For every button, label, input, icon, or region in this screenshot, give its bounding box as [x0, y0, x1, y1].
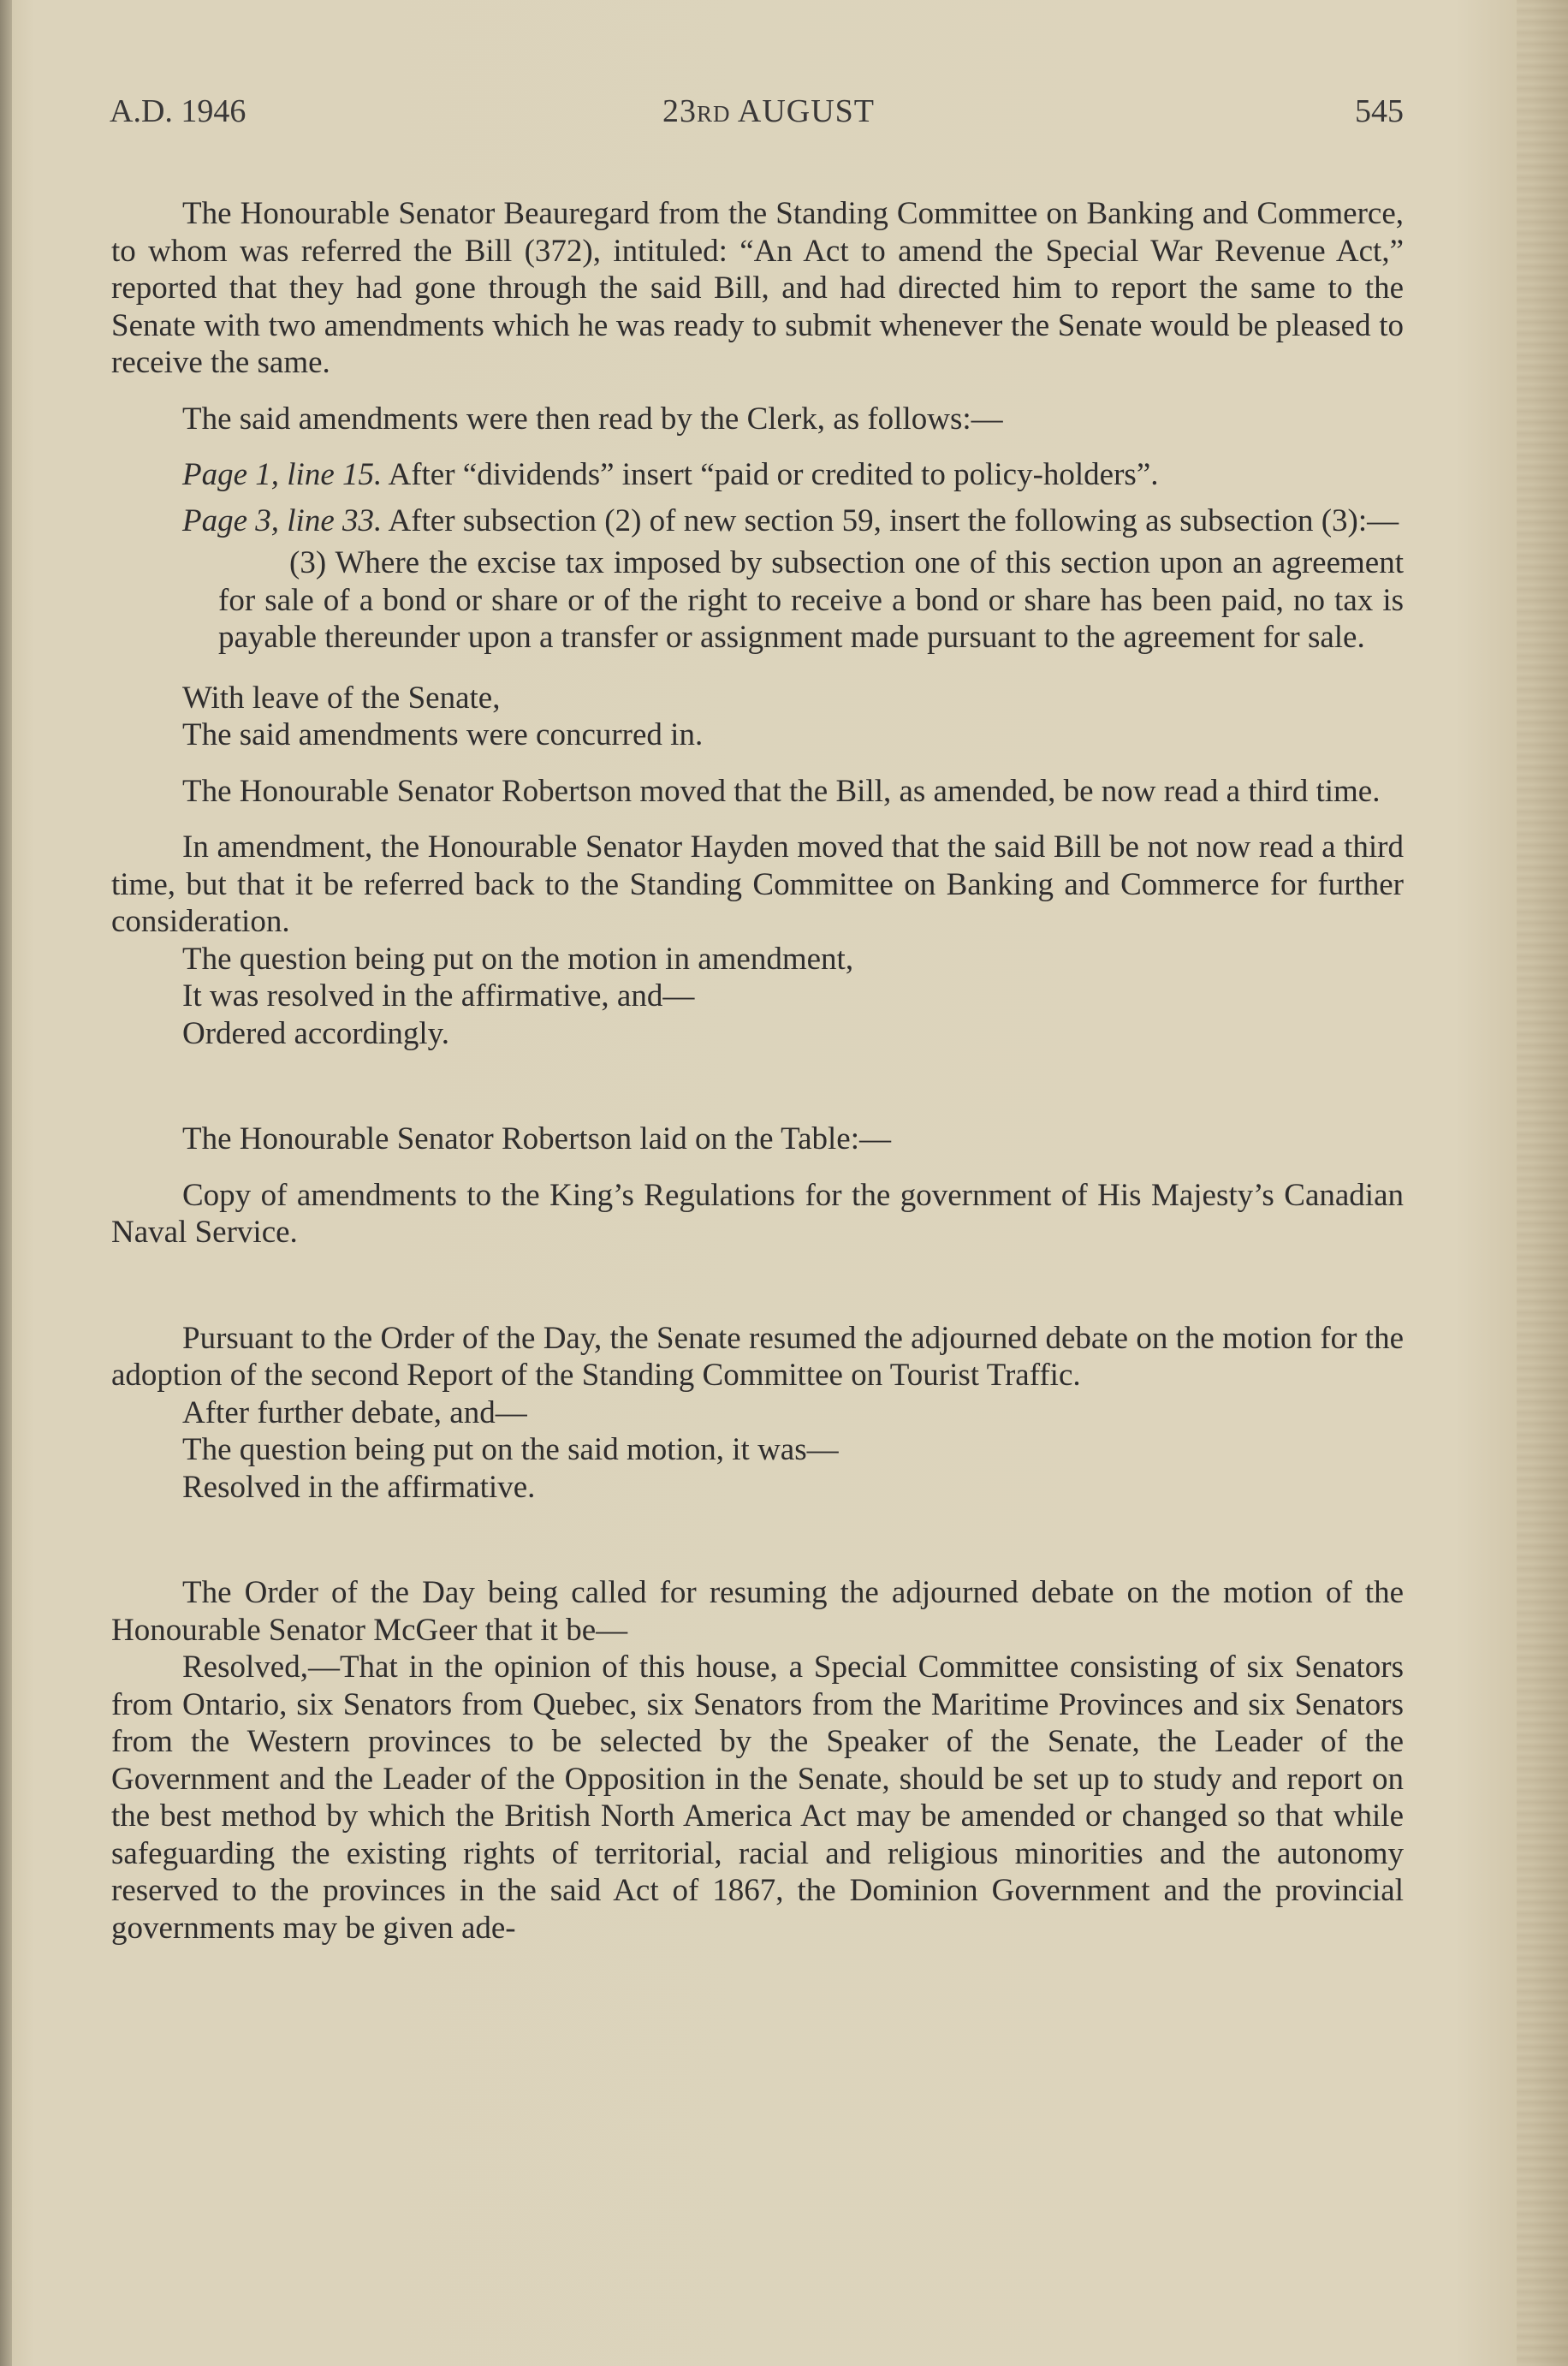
paragraph-beauregard-report: The Honourable Senator Beauregard from the Standing Committee on Banking and Commerce, to whom was referred the Bill (372), intituled: “An Act to amend the Special War Revenue Act,” reported that they had gone through the said Bill, and had directed him to report the same to the Senate with two amendments which he was ready to submit whenever the Senate would be pleased to receive the same.	[111, 196, 1404, 380]
amendment-two-text: After subsection (2) of new section 59, insert the following as subsection (3):—	[382, 502, 1399, 538]
page-right-edge	[1517, 0, 1568, 2366]
paragraph-tourist-traffic-debate: Pursuant to the Order of the Day, the Senate resumed the adjourned debate on the motion for the adoption of the second Report of the Standing Committee on Tourist Traffic.	[111, 1320, 1404, 1393]
header-day-suffix: RD	[696, 101, 731, 127]
paragraph-amendment-one	[111, 456, 1404, 494]
paragraph-question-put: The question being put on the motion in amendment,	[182, 941, 854, 977]
paragraph-question-on-motion: The question being put on the said motion, it was—	[182, 1432, 839, 1467]
paragraph-hayden-amendment: In amendment, the Honourable Senator Hayden moved that the said Bill be not now read a third time, but that it be referred back to the Standing Committee on Banking and Commerce for further consideration.	[111, 829, 1404, 939]
paragraph-robertson-motion: The Honourable Senator Robertson moved that the Bill, as amended, be now read a third time.	[182, 773, 1381, 809]
paragraph-amendments-concurred: The said amendments were concurred in.	[182, 717, 704, 752]
paragraph-amendment-two	[111, 502, 1404, 540]
paragraph-ordered-accordingly: Ordered accordingly.	[182, 1015, 449, 1051]
paragraph-special-committee-resolution: Resolved,—That in the opinion of this house, a Special Committee consisting of six Senators from Ontario, six Senators from Quebec, six Senators from the Maritime Provinces and six Senators from the Western provinces to be selected by the Speaker of the Senate, the Leader of the Government and the Leader of the Opposition in the Senate, should be set up to study and report on the best method by which the British North America Act may be amended or changed so that while safeguarding the existing rights of territorial, racial and religious minorities and the autonomy reserved to the provinces in the said Act of 1867, the Dominion Government and the provincial governments may be given ade-	[111, 1650, 1404, 1946]
paragraph-resolved: Resolved in the affirmative.	[182, 1469, 536, 1505]
paragraph-resolved-affirmative: It was resolved in the affirmative, and—	[182, 978, 695, 1014]
header-date	[640, 92, 897, 130]
header-month: AUGUST	[737, 93, 876, 129]
quoted-subsection-three: (3) Where the excise tax imposed by subsection one of this section upon an agreement for sale of a bond or share or of the right to receive a bond or share has been paid, no tax is payable thereunder upon a transfer or assignment made pursuant to the agreement for sale.	[218, 545, 1404, 655]
amendment-one-reference: Page 1, line 15.	[182, 457, 383, 492]
page-binding-edge	[0, 0, 12, 2366]
header-day: 23	[662, 93, 697, 129]
paragraph-laid-on-table: The Honourable Senator Robertson laid on the Table:—	[182, 1121, 892, 1156]
amendment-one-text: After “dividends” insert “paid or credited to policy-holders”.	[382, 457, 1159, 492]
paragraph-mcgeer-motion: The Order of the Day being called for resuming the adjourned debate on the motion of the Honourable Senator McGeer that it be—	[111, 1575, 1404, 1648]
paragraph-naval-regulations: Copy of amendments to the King’s Regulations for the government of His Majesty’s Canadian Naval Service.	[111, 1177, 1404, 1250]
paragraph-leave-of-senate: With leave of the Senate,	[182, 680, 501, 716]
running-header	[110, 92, 1404, 135]
paragraph-further-debate: After further debate, and—	[182, 1394, 527, 1430]
header-year: A.D. 1946	[110, 93, 246, 129]
paragraph-amendments-read: The said amendments were then read by the Clerk, as follows:—	[182, 401, 1003, 437]
page-body	[111, 195, 1404, 1947]
page-number: 545	[1355, 93, 1404, 129]
amendment-two-reference: Page 3, line 33.	[182, 502, 383, 538]
